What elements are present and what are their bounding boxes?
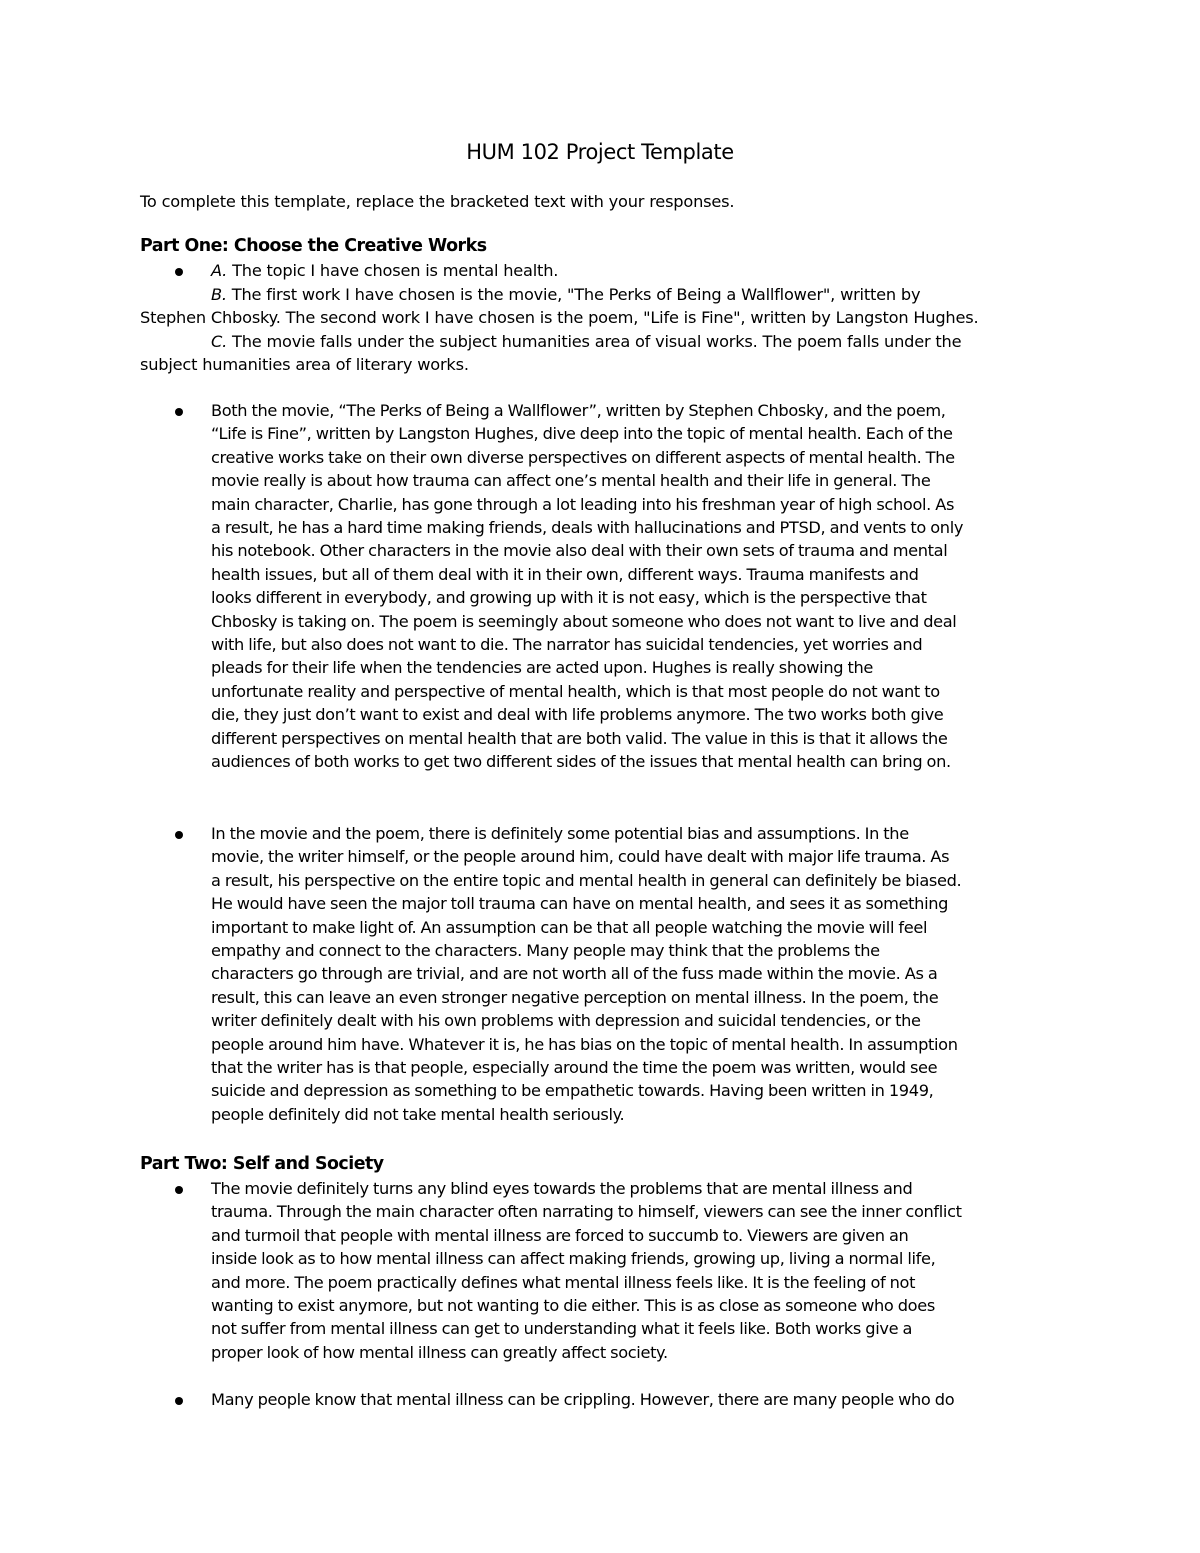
- paragraph-line: wanting to exist anymore, but not wanting to die either. This is as close as someone who does: [211, 1296, 935, 1316]
- paragraph-line: Both the movie, “The Perks of Being a Wallflower”, written by Stephen Chbosky, and the poem,: [211, 401, 946, 420]
- paragraph-line: He would have seen the major toll trauma can have on mental health, and sees it as something: [211, 894, 949, 914]
- paragraph-line: proper look of how mental illness can greatly affect society.: [211, 1342, 668, 1362]
- paragraph-line: health issues, but all of them deal with it in their own, different ways. Trauma manifests and: [211, 564, 919, 584]
- paragraph-line: pleads for their life when the tendencies are acted upon. Hughes is really showing the: [211, 658, 873, 678]
- paragraph-line: main character, Charlie, has gone through a lot leading into his freshman year of high school. As: [211, 494, 955, 514]
- paragraph-line: result, this can leave an even stronger negative perception on mental illness. In the poem, the: [211, 987, 939, 1007]
- part-two-heading: Part Two: Self and Society: [140, 1154, 384, 1174]
- bullet-dot: [175, 408, 183, 416]
- intro-text: To complete this template, replace the bracketed text with your responses.: [140, 192, 735, 211]
- paragraph-line: die, they just don’t want to exist and deal with life problems anymore. The two works both give: [211, 705, 944, 725]
- paragraph-line: inside look as to how mental illness can affect making friends, growing up, living a normal life,: [211, 1249, 936, 1269]
- paragraph-line: people definitely did not take mental health seriously.: [211, 1104, 625, 1124]
- item-c-line-2: subject humanities area of literary works.: [140, 355, 469, 374]
- crippling-paragraph: [211, 1388, 1061, 1411]
- paragraph-line: unfortunate reality and perspective of mental health, which is that most people do not want to: [211, 681, 940, 701]
- paragraph-line: The movie definitely turns any blind eyes towards the problems that are mental illness and: [211, 1179, 913, 1198]
- document-title: HUM 102 Project Template: [466, 140, 734, 164]
- paragraph-line: creative works take on their own diverse perspectives on different aspects of mental health. The: [211, 447, 955, 467]
- item-b-line-1: [211, 283, 920, 306]
- paragraph-line: Chbosky is taking on. The poem is seemingly about someone who does not want to live and deal: [211, 611, 957, 631]
- paragraph-line: different perspectives on mental health that are both valid. The value in this is that it allows the: [211, 728, 948, 748]
- bullet-dot: [175, 831, 183, 839]
- paragraph-line: that the writer has is that people, especially around the time the poem was written, would see: [211, 1058, 938, 1078]
- paragraph-line: Many people know that mental illness can be crippling. However, there are many people who do: [211, 1390, 955, 1409]
- society-paragraph: [211, 1177, 1061, 1364]
- item-c-line-1: [211, 330, 961, 353]
- bullet-dot: [175, 1397, 183, 1405]
- paragraph-line: In the movie and the poem, there is definitely some potential bias and assumptions. In the: [211, 824, 909, 843]
- item-b-letter: B.: [211, 285, 227, 304]
- paragraph-line: and turmoil that people with mental illness are forced to succumb to. Viewers are given an: [211, 1225, 909, 1245]
- paragraph-line: his notebook. Other characters in the movie also deal with their own sets of trauma and mental: [211, 541, 948, 561]
- item-c-letter: C.: [211, 332, 228, 351]
- paragraph-line: audiences of both works to get two different sides of the issues that mental health can bring on.: [211, 752, 951, 772]
- item-b-line-2: Stephen Chbosky. The second work I have chosen is the poem, "Life is Fine", written by Langston Hughes.: [140, 308, 979, 327]
- paragraph-line: movie really is about how trauma can affect one’s mental health and their life in general. The: [211, 471, 931, 491]
- bullet-dot: [175, 1186, 183, 1194]
- perspectives-paragraph: [211, 399, 1061, 774]
- item-a-letter: A.: [211, 261, 228, 280]
- item-b-text-1: The first work I have chosen is the movie, "The Perks of Being a Wallflower", written by: [226, 285, 921, 304]
- paragraph-line: trauma. Through the main character often narrating to himself, viewers can see the inner conflict: [211, 1202, 962, 1222]
- part-one-heading: Part One: Choose the Creative Works: [140, 236, 487, 256]
- paragraph-line: writer definitely dealt with his own problems with depression and suicidal tendencies, or the: [211, 1011, 921, 1031]
- item-a-text: The topic I have chosen is mental health.: [227, 261, 559, 280]
- bias-paragraph: [211, 822, 1061, 1126]
- paragraph-line: movie, the writer himself, or the people around him, could have dealt with major life trauma. As: [211, 847, 950, 867]
- paragraph-line: with life, but also does not want to die. The narrator has suicidal tendencies, yet worries and: [211, 635, 923, 655]
- bullet-dot: [175, 268, 183, 276]
- paragraph-line: characters go through are trivial, and are not worth all of the fuss made within the movie. As a: [211, 964, 938, 984]
- paragraph-line: not suffer from mental illness can get to understanding what it feels like. Both works give a: [211, 1319, 913, 1339]
- paragraph-line: a result, his perspective on the entire topic and mental health in general can definitely be biased.: [211, 870, 962, 890]
- paragraph-line: and more. The poem practically defines what mental illness feels like. It is the feeling of not: [211, 1272, 916, 1292]
- item-c-text-1: The movie falls under the subject humanities area of visual works. The poem falls under the: [227, 332, 962, 351]
- paragraph-line: people around him have. Whatever it is, he has bias on the topic of mental health. In assumption: [211, 1034, 958, 1054]
- paragraph-line: a result, he has a hard time making friends, deals with hallucinations and PTSD, and vents to only: [211, 518, 964, 538]
- paragraph-line: “Life is Fine”, written by Langston Hughes, dive deep into the topic of mental health. Each of the: [211, 424, 953, 444]
- item-a: [211, 259, 558, 282]
- paragraph-line: looks different in everybody, and growing up with it is not easy, which is the perspective that: [211, 588, 927, 608]
- paragraph-line: suicide and depression as something to be empathetic towards. Having been written in 1949,: [211, 1081, 934, 1101]
- paragraph-line: empathy and connect to the characters. Many people may think that the problems the: [211, 941, 880, 961]
- paragraph-line: important to make light of. An assumption can be that all people watching the movie will feel: [211, 917, 928, 937]
